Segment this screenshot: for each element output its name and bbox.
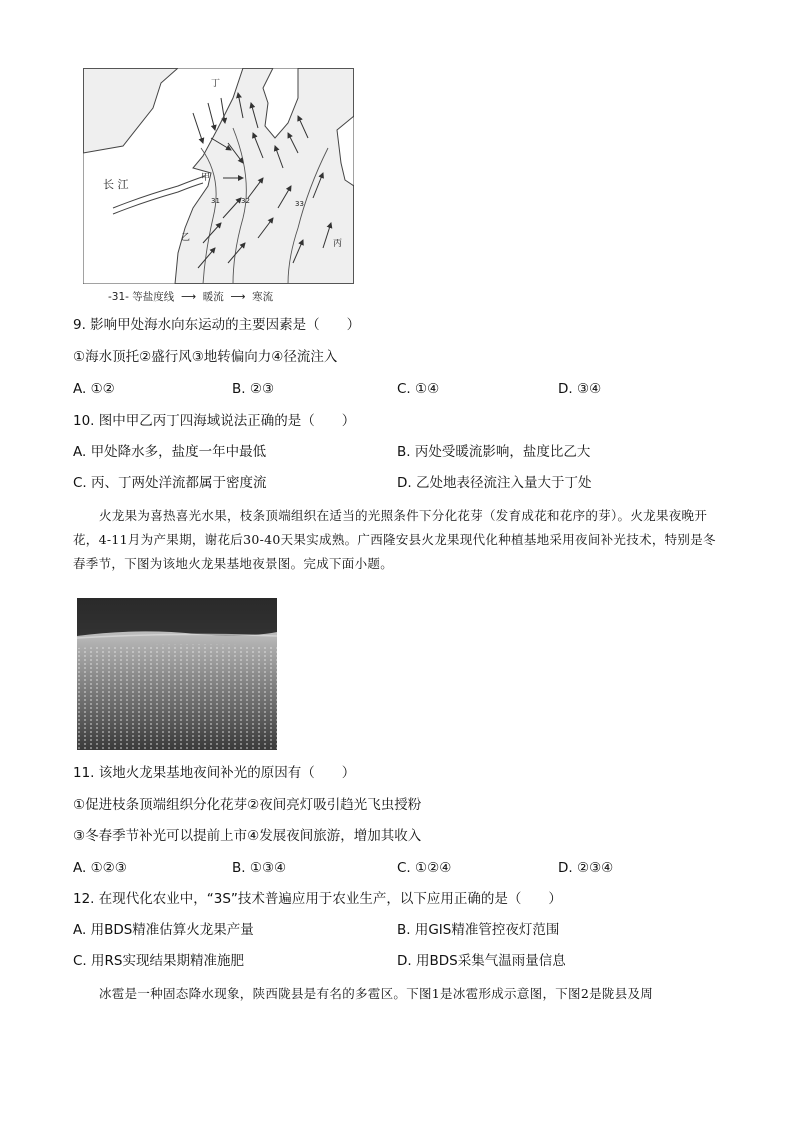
q12-option-c[interactable]: C. 用RS实现结果期精准施肥 [73, 953, 244, 969]
q10-stem: 10. 图中甲乙丙丁四海域说法正确的是（ ） [73, 413, 356, 429]
legend-isohaline: 等盐度线 [132, 291, 175, 303]
q9-stem: 9. 影响甲处海水向东运动的主要因素是（ ） [73, 317, 361, 333]
river-label: 长 江 [103, 178, 129, 191]
label-ding: 丁 [211, 79, 221, 89]
q12-option-a[interactable]: A. 用BDS精准估算火龙果产量 [73, 922, 254, 938]
q12-stem: 12. 在现代化农业中，“3S”技术普遍应用于农业生产，以下应用正确的是（ ） [73, 891, 562, 907]
q9-option-b[interactable]: B. ②③ [232, 381, 275, 397]
q10-option-b[interactable]: B. 丙处受暖流影响，盐度比乙大 [397, 444, 591, 460]
q12-option-b[interactable]: B. 用GIS精准管控夜灯范围 [397, 922, 560, 938]
label-bing: 丙 [333, 239, 343, 249]
q11-option-b[interactable]: B. ①③④ [232, 860, 287, 876]
q12-option-d[interactable]: D. 用BDS采集气温雨量信息 [397, 953, 566, 969]
legend-cold: 寒流 [252, 291, 274, 303]
q11-option-c[interactable]: C. ①②④ [397, 860, 452, 876]
q10-option-d[interactable]: D. 乙处地表径流注入量大于丁处 [397, 475, 592, 491]
arrow-icon: ⟶ [177, 291, 200, 303]
legend-isohaline-symbol: -31- [108, 291, 129, 303]
q10-option-a[interactable]: A. 甲处降水多，盐度一年中最低 [73, 444, 267, 460]
q10-option-c[interactable]: C. 丙、丁两处洋流都属于密度流 [73, 475, 267, 491]
q11-choices-2: ③冬春季节补光可以提前上市④发展夜间旅游，增加其收入 [73, 828, 422, 844]
map-legend [108, 290, 273, 304]
q9-option-d[interactable]: D. ③④ [558, 381, 602, 397]
passage-hail: 冰雹是一种固态降水现象，陕西陇县是有名的多雹区。下图1是冰雹形成示意图，下图2是陇县及周 [99, 986, 654, 1001]
arrow-icon: ⟶ [227, 291, 249, 303]
q11-stem: 11. 该地火龙果基地夜间补光的原因有（ ） [73, 765, 356, 781]
isohaline-value: 33 [295, 200, 304, 208]
q11-option-a[interactable]: A. ①②③ [73, 860, 127, 876]
ocean-current-map [83, 68, 354, 284]
q11-option-d[interactable]: D. ②③④ [558, 860, 614, 876]
label-yi: 乙 [181, 233, 191, 243]
isohaline-value: 32 [241, 197, 250, 205]
dragon-fruit-night-photo [77, 598, 277, 750]
legend-warm: 暖流 [202, 291, 224, 303]
q9-choices: ①海水顶托②盛行风③地转偏向力④径流注入 [73, 349, 338, 365]
q11-choices-1: ①促进枝条顶端组织分化花芽②夜间亮灯吸引趋光飞虫授粉 [73, 797, 422, 813]
label-jia: 甲 [201, 173, 211, 183]
q9-option-c[interactable]: C. ①④ [397, 381, 440, 397]
isohaline-value: 31 [211, 197, 220, 205]
passage-dragon-fruit: 火龙果为喜热喜光水果，枝条顶端组织在适当的光照条件下分化花芽（发育成花和花序的芽）。火龙果夜晚开花，4-11月为产果期，谢花后30-40天果实成熟。广西隆安县火龙果现代化种植基地采用夜间补光技术，特别是冬春季节，下图为该地火龙果基地夜景图。完成下面小题。 [73, 508, 716, 571]
q9-option-a[interactable]: A. ①② [73, 381, 115, 397]
